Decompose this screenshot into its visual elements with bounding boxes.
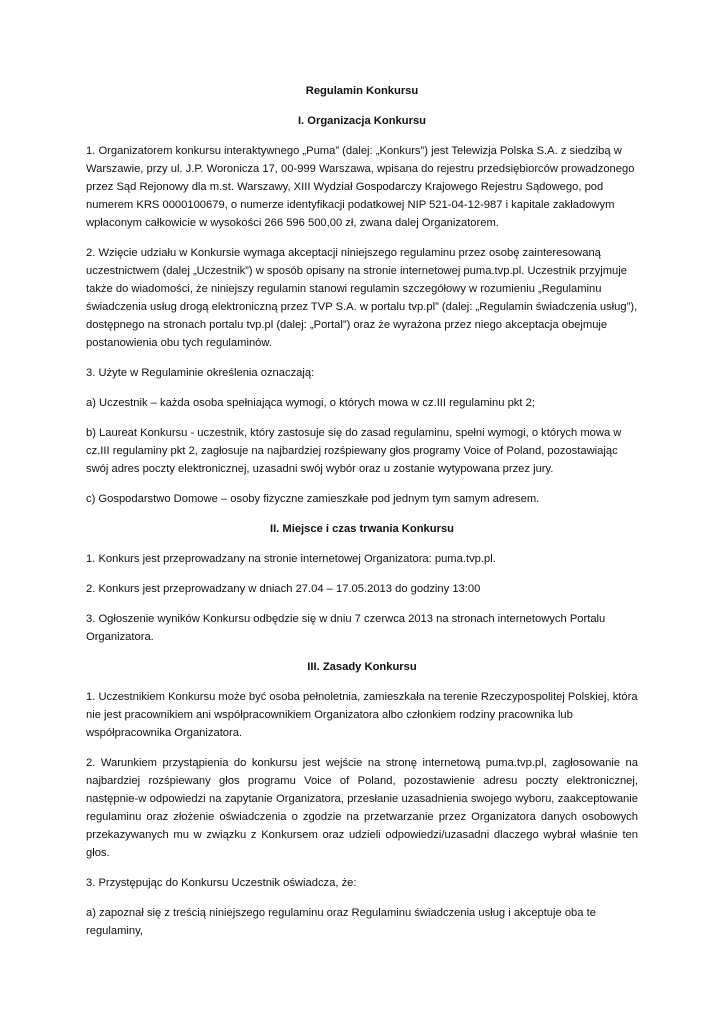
paragraph-warunek-przystapienia: 2. Warunkiem przystąpienia do konkursu jest wejście na stronę internetową puma.tvp.pl, zagłosowanie na najbardziej rozśpiewany głos programu Voice of Poland, pozostawienie adresu poczty elektronicznej, następnie-w odpowiedzi na zapytanie Organizatora, przesłanie uzasadnienia swojego wyboru, zaakceptowanie regulaminu oraz złożenie oświadczenia o zgodzie na przetwarzanie przez Organizatora danych osobowych przekazywanych mu w związku z Konkursem oraz udzieli odpowiedzi/uzasadni dlaczego wybrał właśnie ten głos. [86, 757, 638, 859]
paragraph-miejsce: 1. Konkurs jest przeprowadzany na stronie internetowej Organizatora: puma.tvp.pl. [86, 553, 496, 565]
section-heading-organizacja: I. Organizacja Konkursu [297, 115, 427, 127]
section-heading-miejsce-czas: II. Miejsce i czas trwania Konkursu [269, 523, 455, 535]
paragraph-okreslenia: 3. Użyte w Regulaminie określenia oznaczają: [86, 367, 315, 379]
paragraph-uczestnikiem-moze-byc: 1. Uczestnikiem Konkursu może być osoba pełnoletnia, zamieszkała na terenie Rzeczypospolitej Polskiej, która nie jest pracownikiem ani współpracownikiem Organizatora albo członkiem rodziny pracownika lub współpracownika Organizatora. [86, 691, 638, 739]
document-page [86, 82, 638, 952]
paragraph-ogloszenie-wynikow: 3. Ogłoszenie wyników Konkursu odbędzie się w dniu 7 czerwca 2013 na stronach internetowych Portalu Organizatora. [86, 613, 606, 643]
paragraph-definition-laureat: b) Laureat Konkursu - uczestnik, który zastosuje się do zasad regulaminu, spełni wymogi, o których mowa w cz.III regulaminy pkt 2, zagłosuje na najbardziej rozśpiewany głos programy Voice of Poland, pozostawiając swój adres poczty elektronicznej, uzasadni swój wybór oraz u zostanie wytypowana przez jury. [86, 427, 622, 475]
document-title: Regulamin Konkursu [305, 85, 419, 97]
section-heading-zasady: III. Zasady Konkursu [307, 661, 417, 673]
paragraph-definition-uczestnik: a) Uczestnik – każda osoba spełniająca wymogi, o których mowa w cz.III regulaminu pkt 2; [86, 397, 535, 409]
paragraph-definition-gospodarstwo: c) Gospodarstwo Domowe – osoby fizyczne zamieszkałe pod jednym tym samym adresem. [86, 493, 540, 505]
paragraph-organizator: 1. Organizatorem konkursu interaktywnego „Puma” (dalej: „Konkurs”) jest Telewizja Polska S.A. z siedzibą w Warszawie, przy ul. J.P. Woronicza 17, 00-999 Warszawa, wpisana do rejestru przedsiębiorców prowadzonego przez Sąd Rejonowy dla m.st. Warszawy, XIII Wydział Gospodarczy Krajowego Rejestru Sądowego, pod numerem KRS 0000100679, o numerze identyfikacji podatkowej NIP 521-04-12-987 i kapitale zakładowym wpłaconym całkowicie w wysokości 266 596 500,00 zł, zwana dalej Organizatorem. [86, 145, 635, 229]
paragraph-czas: 2. Konkurs jest przeprowadzany w dniach 27.04 – 17.05.2013 do godziny 13:00 [86, 583, 481, 595]
paragraph-oswiadczenie-a: a) zapoznał się z treścią niniejszego regulaminu oraz Regulaminu świadczenia usług i akceptuje oba te regulaminy, [86, 907, 596, 937]
paragraph-oswiadczenie: 3. Przystępując do Konkursu Uczestnik oświadcza, że: [86, 877, 357, 889]
paragraph-wziecie-udzialu: 2. Wzięcie udziału w Konkursie wymaga akceptacji niniejszego regulaminu przez osobę zainteresowaną uczestnictwem (dalej „Uczestnik”) w sposób opisany na stronie internetowej puma.tvp.pl. Uczestnik przyjmuje także do wiadomości, że niniejszy regulamin stanowi regulamin szczegółowy w rozumieniu „Regulaminu świadczenia usług drogą elektroniczną przez TVP S.A. w portalu tvp.pl” (dalej: „Regulamin świadczenia usług”), dostępnego na stronach portalu tvp.pl (dalej: „Portal”) oraz że wyrażona przez niego akceptacja obejmuje postanowienia obu tych regulaminów. [86, 247, 638, 349]
